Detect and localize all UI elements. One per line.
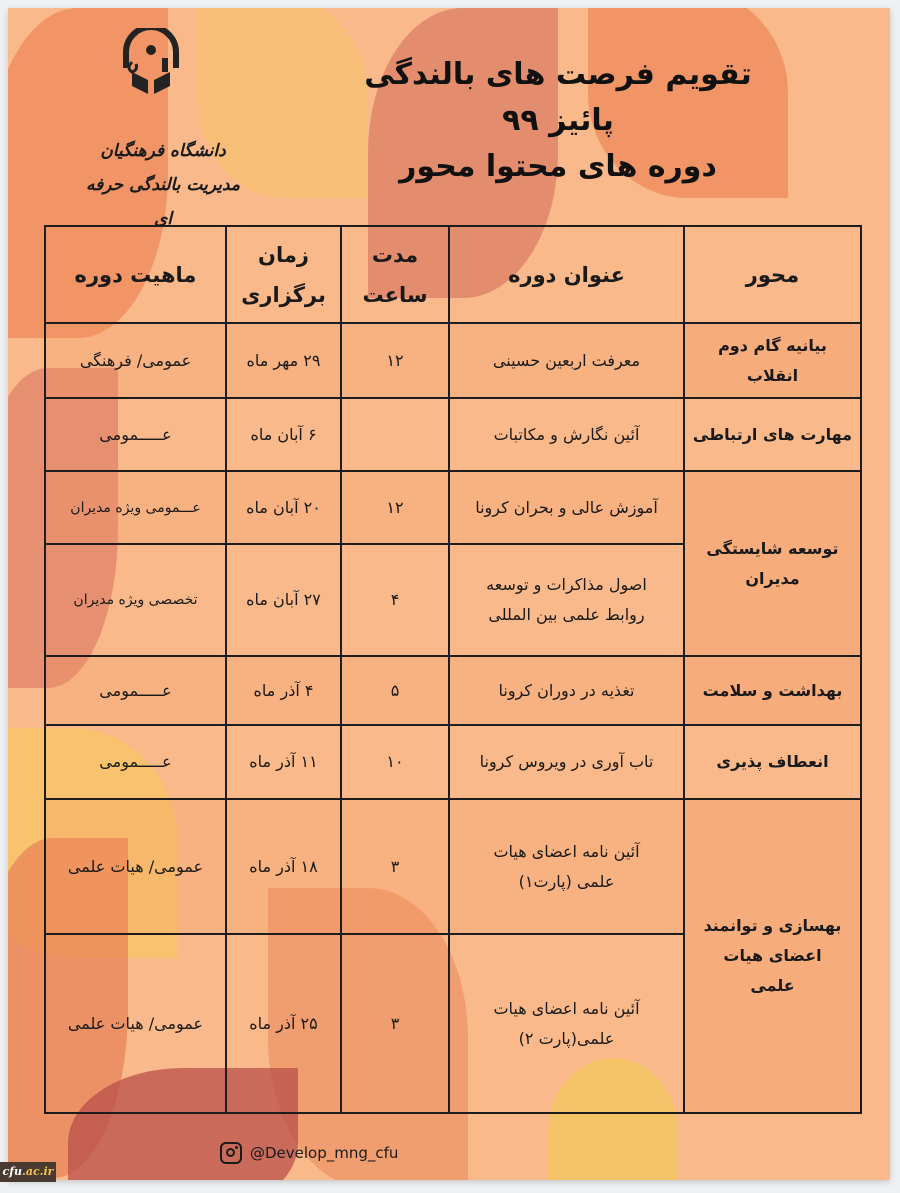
- nature-cell: عـــمومی ویژه مدیران: [45, 471, 226, 544]
- table-row: [45, 398, 861, 471]
- course-title-cell: آئین نامه اعضای هیات علمی(پارت ۲): [449, 934, 684, 1113]
- hours-cell: ۳: [341, 934, 449, 1113]
- hours-cell: ۴: [341, 544, 449, 656]
- nature-cell: عـــــمومی: [45, 656, 226, 725]
- hours-cell: ۱۲: [341, 323, 449, 398]
- instagram-icon: [220, 1142, 242, 1164]
- table-row: [45, 799, 861, 934]
- course-title-cell: تغذیه در دوران کرونا: [449, 656, 684, 725]
- university-logo-icon: [118, 28, 184, 100]
- watermark-part1: cfu: [2, 1165, 22, 1178]
- table-row: [45, 323, 861, 398]
- date-cell: ۲۵ آذر ماه: [226, 934, 341, 1113]
- axis-cell: بهسازی و توانمند اعضای هیات علمی: [684, 799, 861, 1113]
- hours-cell: ۱۲: [341, 471, 449, 544]
- university-name: [78, 134, 248, 236]
- instagram-footer: [220, 1138, 398, 1168]
- page-title: [328, 52, 788, 190]
- date-cell: ۶ آبان ماه: [226, 398, 341, 471]
- date-cell: ۲۷ آبان ماه: [226, 544, 341, 656]
- table-header-row: [45, 226, 861, 323]
- hours-cell: [341, 398, 449, 471]
- watermark-part2: .ac.ir: [21, 1165, 54, 1178]
- axis-cell: بهداشت و سلامت: [684, 656, 861, 725]
- nature-cell: تخصصی ویژه مدیران: [45, 544, 226, 656]
- hours-cell: ۳: [341, 799, 449, 934]
- department-name-line: مدیریت بالندگی حرفه ای: [86, 175, 240, 229]
- header-nature: ماهیت دوره: [45, 226, 226, 323]
- title-line-1: تقویم فرصت های بالندگی: [364, 57, 752, 92]
- title-line-3: دوره های محتوا محور: [399, 149, 717, 184]
- header-date-line: زمان: [258, 242, 309, 267]
- site-watermark: [0, 1162, 56, 1182]
- date-cell: ۱۸ آذر ماه: [226, 799, 341, 934]
- header-axis: محور: [684, 226, 861, 323]
- nature-cell: عمومی/ هیات علمی: [45, 799, 226, 934]
- header-duration: [341, 226, 449, 323]
- course-schedule-table: [44, 225, 862, 1114]
- date-cell: ۲۰ آبان ماه: [226, 471, 341, 544]
- university-name-line: دانشگاه فرهنگیان: [100, 141, 226, 161]
- instagram-handle[interactable]: @Develop_mng_cfu: [250, 1144, 399, 1162]
- axis-cell: مهارت های ارتباطی: [684, 398, 861, 471]
- header-duration-line: ساعت: [362, 282, 428, 307]
- table-row: [45, 656, 861, 725]
- course-title-cell: آئین نامه اعضای هیات علمی (پارت۱): [449, 799, 684, 934]
- table-row: [45, 471, 861, 544]
- hours-cell: ۱۰: [341, 725, 449, 799]
- header-date-line: برگزاری: [241, 282, 326, 307]
- table-row: [45, 725, 861, 799]
- axis-cell: توسعه شایستگی مدیران: [684, 471, 861, 656]
- nature-cell: عـــــمومی: [45, 725, 226, 799]
- header-title: عنوان دوره: [449, 226, 684, 323]
- poster: [8, 8, 890, 1180]
- nature-cell: عـــــمومی: [45, 398, 226, 471]
- course-title-cell: آئین نگارش و مکاتبات: [449, 398, 684, 471]
- title-line-2: پائیز ۹۹: [502, 103, 614, 138]
- date-cell: ۲۹ مهر ماه: [226, 323, 341, 398]
- course-title-cell: اصول مذاکرات و توسعه روابط علمی بین المللی: [449, 544, 684, 656]
- date-cell: ۴ آذر ماه: [226, 656, 341, 725]
- course-title-cell: تاب آوری در ویروس کرونا: [449, 725, 684, 799]
- axis-cell: بیانیه گام دوم انقلاب: [684, 323, 861, 398]
- axis-cell: انعطاف پذیری: [684, 725, 861, 799]
- nature-cell: عمومی/ فرهنگی: [45, 323, 226, 398]
- course-title-cell: معرفت اربعین حسینی: [449, 323, 684, 398]
- date-cell: ۱۱ آذر ماه: [226, 725, 341, 799]
- nature-cell: عمومی/ هیات علمی: [45, 934, 226, 1113]
- hours-cell: ۵: [341, 656, 449, 725]
- header-duration-line: مدت: [371, 242, 419, 267]
- course-title-cell: آموزش عالی و بحران کرونا: [449, 471, 684, 544]
- header-date: [226, 226, 341, 323]
